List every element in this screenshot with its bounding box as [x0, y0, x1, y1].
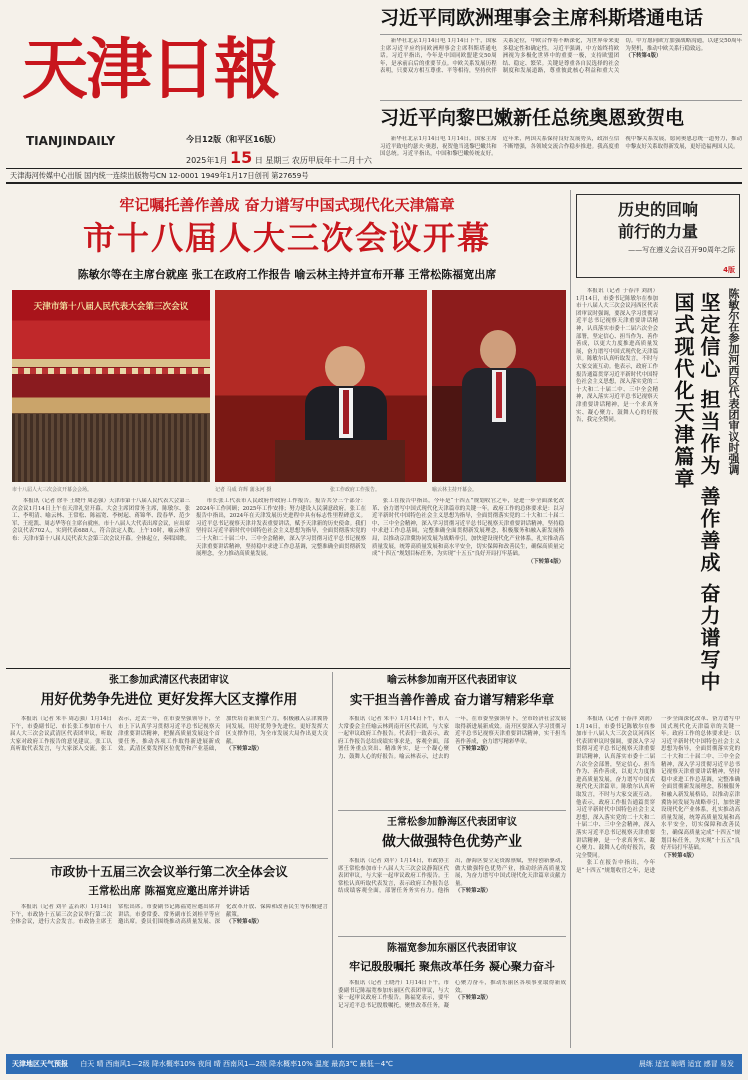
commentary-title-1: 历史的回响 [617, 200, 698, 219]
story-jinghai-kicker: 王常松参加静海区代表团审议 [387, 817, 517, 828]
main-body-col3: 张工在报告中指出，今年是“十四五”规划收官之年，是进一步全面深化改革、奋力谱写中国式现代化天津篇章的关键一年。政府工作的总体要求是：以习近平新时代中国特色社会主义思想为指导，全面贯彻落实党的二十大和二十届二中、三中全会精神，深入学习贯彻习近平总书记视察天津重要讲话精神，坚持稳中求进工作总基调，完整准确全面贯彻新发展理念，积极服务和融入新发展格局，以推动京津冀协同发展为战略牵引，加快建设现代化产业体系，扎实推动高质量发展，统筹高质量发展和高水平安全，切实保障和改善民生，确保高质量完成“十四五”规划目标任务，为实现“十五五”良好开局打牢基础。 （下转第4版） [372, 498, 564, 565]
story-nankai [338, 672, 566, 804]
story-nankai-more: （下转第2版） [455, 746, 492, 753]
masthead-rule-bottom [6, 182, 742, 184]
story-jinghai-headline: 做大做强特色优势产业 [382, 834, 522, 850]
photo-caption-3: 喻云林主持开幕会。 [432, 487, 478, 493]
masthead-title: 天津日報 [22, 30, 278, 108]
right-story-more: （下转第4版） [661, 852, 698, 859]
commentary-subtitle: ——写在遵义会议召开90周年之际 [628, 246, 735, 254]
photo-caption-2: 张工作政府工作报告。 [330, 487, 381, 493]
right-story-kicker: 陈敏尔在参加河西区代表团审议时强调 [727, 288, 740, 475]
main-more: （下转第4版） [527, 558, 564, 565]
weather-right: 晨练 适宜 晾晒 适宜 感冒 易发 [638, 1060, 734, 1068]
weather-items: 白天 晴 西南风1—2级 降水概率10% 夜间 晴 西南风1—2级 降水概率10% 温度 最高3℃ 最低－4℃ [80, 1060, 394, 1068]
top-story-2-body: 新华社北京1月14日电 1月14日，国家主席习近平致电约瑟夫·奥恩，祝贺他当选黎巴嫩共和国总统。习近平指出，中国和黎巴嫩传统友好。近年来，两国关系保持良好发展势头，政治互信不断增强，各领域交流合作稳步推进。我高度重视中黎关系发展，愿同奥恩总统一道努力，推动中黎友好关系取得新发展，更好造福两国人民。 [380, 136, 742, 158]
photo-speaker [215, 290, 427, 482]
main-body-col2: 市长张工代表市人民政府作政府工作报告。报告共分三个部分：2024年工作回顾；2025年工作安排；努力建设人民满意政府。张工在报告中指出，2024年在天津发展历史进程中具有标志性里程碑意义。习近平总书记视察天津并发表重要讲话，赋予天津新的历史使命。我们坚持以习近平新时代中国特色社会主义思想为指导，全面贯彻落实党的二十大和二十届二中、三中全会精神，深入学习贯彻习近平总书记视察天津重要讲话精神，坚持稳中求进工作总基调，完整准确全面贯彻新发展理念，全力推动高质量发展。 [196, 498, 366, 558]
masthead-rule [6, 168, 742, 169]
main-subhead: 陈敏尔等在主席台就座 张工在政府工作报告 喻云林主持并宣布开幕 王常松陈福宽出席 [77, 268, 497, 281]
top-story-1-headline: 习近平同欧洲理事会主席科斯塔通电话 [380, 7, 704, 29]
main-kicker: 牢记嘱托善作善成 奋力谱写中国式现代化天津篇章 [119, 196, 455, 214]
story-nankai-headline: 实干担当善作善成 奋力谱写精彩华章 [349, 692, 555, 707]
top-story-2-headline: 习近平向黎巴嫩新任总统奥恩致贺电 [380, 107, 685, 129]
story-wuqing-kicker: 张工参加武清区代表团审议 [109, 675, 229, 686]
photo-caption-1: 市十八届人大三次会议开幕会会场。 [12, 487, 93, 493]
date-day: 15 [230, 148, 253, 167]
story-wuqing-headline: 用好优势争先进位 更好发挥大区支撑作用 [40, 692, 298, 708]
right-story-body-lower: 本报讯（记者 于春洋 刘润）1月14日，市委书记陈敏尔在参加市十八届人大三次会议河西区代表团审议时强调，要深入学习贯彻习近平总书记视察天津重要讲话精神，认真落实市委十二届六次全会部署，坚定信心、担当作为、善作善成，以更大力度推进高质量发展，奋力谱写中国式现代化天津篇章。陈敏尔认真听取发言，不时与大家交流互动。他表示，政府工作报告通篇贯穿习近平新时代中国特色社会主义思想，深入落实党的二十大和二十届二中、三中全会精神，深入落实习近平总书记视察天津重要讲话精神，是一个求真务实、凝心聚力、鼓舞人心的好报告，我完全赞同。 张工在报告中指出，今年是“十四五”规划收官之年，是进一步全面深化改革、奋力谱写中国式现代化天津篇章的关键一年。政府工作的总体要求是：以习近平新时代中国特色社会主义思想为指导，全面贯彻落实党的二十大和二十届二中、三中全会精神，深入学习贯彻习近平总书记视察天津重要讲话精神，坚持稳中求进工作总基调，完整准确全面贯彻新发展理念，积极服务和融入新发展格局，以推动京津冀协同发展为战略牵引，加快建设现代化产业体系，扎实推动高质量发展，统筹高质量发展和高水平安全，切实保障和改善民生，确保高质量完成“十四五”规划目标任务，为实现“十五五”良好开局打牢基础。 （下转第4版） [576, 716, 740, 874]
weather-label: 天津地区天气预报 [12, 1060, 68, 1068]
main-body-col1: 本报讯（记者 徐丰 王晓丹 周志强）天津市第十八届人民代表大会第三次会议1月14日上午在天津礼堂开幕。大会主席团常务主席，陈敏尔、张工、李明清、喻云林、王常松、陈福宽、李树起、蒋锦华、段春华、范少军、王庭凯、周志华等在主席台就座。市十八届人大代表出席会议，应出席会议代表702人，实到代表688人，符合法定人数。上午10时，喻云林宣布：天津市第十八届人民代表大会第三次会议开幕。全体起立，奏唱国歌。 [12, 498, 190, 542]
masthead-footer-line: 天津海河传媒中心出版 国内统一连续出版物号CN 12-0001 1949年1月17日创刊 第27659号 [10, 171, 309, 180]
photo-chairman [432, 290, 566, 482]
commentary-page-ref[interactable]: 4版 [723, 266, 735, 274]
commentary-box[interactable] [576, 194, 740, 278]
photo-assembly-hall [12, 290, 210, 482]
story-wuqing-body: 本报讯（记者 朱丰 周志强）1月14日下午，市委副书记、市长张工参加市十八届人大三次会议武清区代表团审议，听取大家对政府工作报告的意见建议。张工认真听取代表发言，与大家深入交流。张工表示，过去一年，在市委坚强领导下，全市上下认真学习贯彻习近平总书记视察天津重要讲话精神，把握高质量发展这个首要任务，推动各项工作取得新进展新成效。武清区要发挥区位优势和产业基础，加快培育新质生产力，积极融入京津冀协同发展，用好优势争先进位，更好发挥大区支撑作用，为全市发展大局作出更大贡献。 （下转第2版） [10, 716, 328, 753]
story-jinghai-more: （下转第2版） [455, 888, 492, 895]
story-dongli [338, 940, 566, 1048]
edition-info: 今日12版（和平区16版） [186, 135, 281, 144]
story-cppcc [10, 862, 328, 1048]
story-jinghai [338, 814, 566, 934]
weather-bar [6, 1054, 742, 1074]
right-story [576, 284, 740, 1048]
story-dongli-body: 本报讯（记者 王晓丹）1月14日下午，市委副书记陈福宽参加东丽区代表团审议，与大家一起审议政府工作报告。陈福宽表示，要牢记习近平总书记殷殷嘱托，聚焦改革任务，凝心聚力奋斗，推动东丽区各项事业取得新成效。 （下转第2版） [338, 980, 566, 1009]
photo-credit: 记者 马成 许辉 蒲永河 摄 [215, 487, 272, 493]
date-year: 2025年1月 [186, 156, 228, 165]
masthead-pinyin: TIANJINDAILY [26, 134, 116, 148]
story-cppcc-headline: 王常松出席 陈福宽应邀出席并讲话 [88, 885, 250, 897]
top-story-1 [380, 4, 742, 100]
right-story-body: 本报讯（记者 于春洋 刘润）1月14日，市委书记陈敏尔在参加市十八届人大三次会议河西区代表团审议时强调，要深入学习贯彻习近平总书记视察天津重要讲话精神，认真落实市委十二届六次全会部署，坚定信心、担当作为、善作善成，以更大力度推进高质量发展，奋力谱写中国式现代化天津篇章。陈敏尔认真听取发言，不时与大家交流互动。他表示，政府工作报告通篇贯穿习近平新时代中国特色社会主义思想，深入落实党的二十大和二十届二中、三中全会精神，深入落实习近平总书记视察天津重要讲话精神，是一个求真务实、凝心聚力、鼓舞人心的好报告，我完全赞同。 [576, 288, 658, 424]
story-dongli-more: （下转第2版） [455, 995, 492, 1002]
story-dongli-kicker: 陈福宽参加东丽区代表团审议 [387, 943, 517, 954]
issue-date [186, 148, 372, 167]
top-story-1-more: （下转第4版） [625, 53, 662, 60]
photo-banner-text: 天津市第十八届人民代表大会第三次会议 [33, 302, 189, 312]
right-story-headline: 坚定信心 担当作为 善作善成 奋力谱写中国式现代化天津篇章 [671, 292, 721, 693]
story-wuqing [10, 672, 328, 854]
story-cppcc-more: （下转第4版） [226, 919, 263, 926]
story-cppcc-body: 本报讯（记者 刘平 孟若冰）1月14日下午，市政协十五届三次会议举行第二次全体会议，进行大会发言。市政协主席王常松出席。市委副书记陈福宽应邀出席并讲话。市委常委、常务副市长刘桂平等应邀出席。委员们围绕推动高质量发展、深化改革开放、保障和改善民生等积极建言献策。 （下转第4版） [10, 904, 328, 926]
date-rest: 日 星期三 农历甲辰年十二月十六 [254, 156, 372, 165]
story-nankai-body: 本报讯（记者 朱丰）1月14日下午，市人大常委会主任喻云林到南开区代表团，与大家一起审议政府工作报告。代表们一致表示，政府工作报告总结成绩实事求是，客观全面，部署任务重点突出、精准务实，是一个凝心聚力、鼓舞人心的好报告。喻云林表示，过去的一年，在市委坚强领导下，全市经济社会发展取得新进展新成效。南开区要深入学习贯彻习近平总书记视察天津重要讲话精神，实干担当善作善成，奋力谱写精彩华章。 （下转第2版） [338, 716, 566, 760]
story-cppcc-kicker: 市政协十五届三次会议举行第二次全体会议 [50, 864, 288, 879]
commentary-title-2: 前行的力量 [617, 222, 698, 241]
story-dongli-headline: 牢记殷殷嘱托 聚焦改革任务 凝心聚力奋斗 [349, 960, 555, 973]
main-headline: 市十八届人大三次会议开幕 [82, 219, 491, 257]
story-wuqing-more: （下转第2版） [226, 746, 263, 753]
top-story-2 [380, 104, 742, 168]
masthead [8, 4, 370, 190]
top-story-1-body: 新华社北京1月14日电 1月14日下午，国家主席习近平应约同欧洲理事会主席科斯塔通电话。习近平指出，今年是中国同欧盟建交50周年，是承前启后的重要节点。中欧关系发展历程表明，只要双方相互尊重、平等相待，坚持伙伴关系定位，中欧合作将不断深化，为世界带来更多稳定性和确定性。习近平强调，中方始终将欧洲视为多极化世界中的重要一极，支持欧盟团结、稳定、繁荣。关键是尊重各自民选择的社会制度和发展道路，尊重彼此核心利益和重大关切。中方愿同欧方加强战略沟通，以建交50周年为契机，推动中欧关系行稳致远。 （下转第4版） [380, 38, 742, 75]
story-jinghai-body: 本报讯（记者 刘平）1月14日，市政协主席王常松参加市十八届人大三次会议静海区代表团审议，与大家一起审议政府工作报告。王常松认真听取代表发言，表示政府工作报告总结成绩客观全面，部署任务务实有力。他指出，静海区要立足资源禀赋，坚持创新驱动，做大做强特色优势产业，推动经济高质量发展，为奋力谱写中国式现代化天津篇章贡献力量。 （下转第2版） [338, 858, 566, 895]
story-nankai-kicker: 喻云林参加南开区代表团审议 [387, 675, 517, 686]
